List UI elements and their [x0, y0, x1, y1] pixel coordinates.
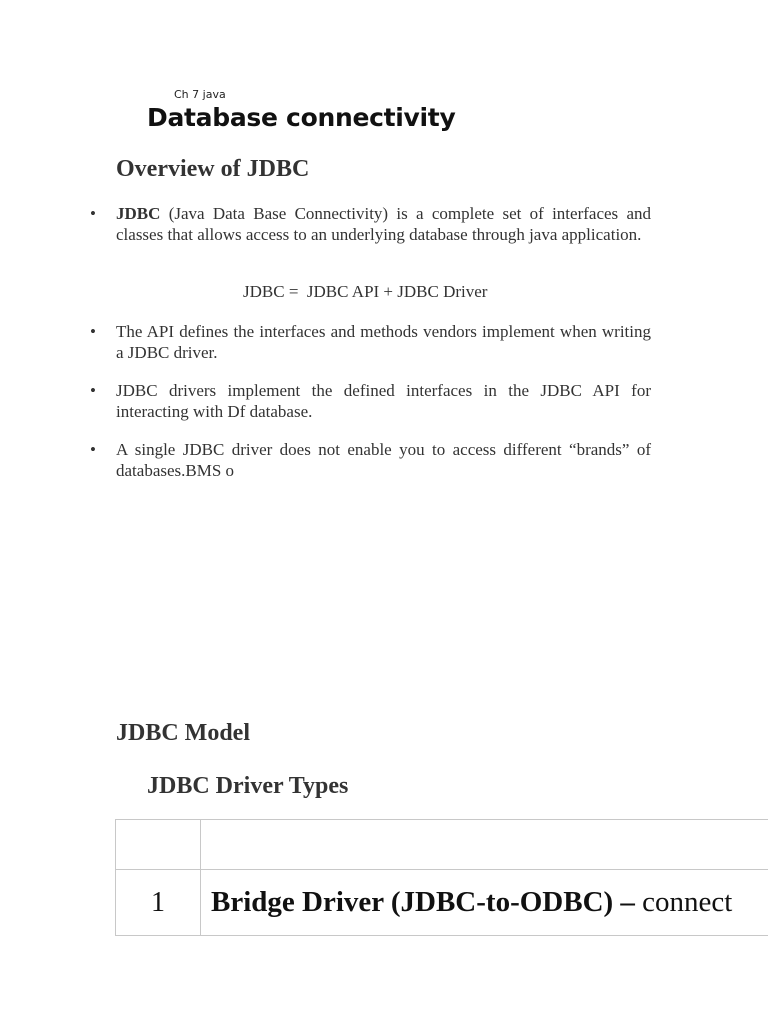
- overview-heading: Overview of JDBC: [116, 156, 310, 182]
- table-cell-number: [116, 820, 201, 870]
- bullet-item: [90, 439, 651, 481]
- bullet-dot: •: [90, 204, 96, 223]
- bullet-dot: •: [90, 440, 96, 459]
- driver-description: connect: [634, 886, 733, 918]
- bullet-bold-term: JDBC: [116, 204, 161, 223]
- table-row: [116, 820, 768, 870]
- driver-types-heading: JDBC Driver Types: [147, 773, 349, 799]
- table-cell-number: 1: [116, 870, 201, 936]
- bullet-item: [90, 321, 651, 363]
- table-row: [116, 870, 768, 936]
- bullet-dot: •: [90, 322, 96, 341]
- table-cell-description: [201, 820, 768, 870]
- page-header: Ch 7 java: [174, 88, 226, 101]
- bullet-item: [90, 203, 651, 245]
- driver-types-table: [115, 819, 768, 936]
- jdbc-model-heading: JDBC Model: [116, 720, 250, 746]
- bullet-item: [90, 380, 651, 422]
- bullet-text: The API defines the interfaces and methods vendors implement when writing a JDBC driver.: [116, 322, 651, 362]
- bullet-text: JDBC drivers implement the defined interfaces in the JDBC API for interacting with Df database.: [116, 381, 651, 421]
- bullet-dot: •: [90, 381, 96, 400]
- jdbc-formula: JDBC = JDBC API + JDBC Driver: [243, 282, 488, 301]
- bullet-text: (Java Data Base Connectivity) is a complete set of interfaces and classes that allows access to an underlying database through java application.: [116, 204, 651, 244]
- document-title: Database connectivity: [147, 103, 456, 132]
- bullet-text: A single JDBC driver does not enable you to access different “brands” of databases.BMS o: [116, 440, 651, 480]
- driver-name: Bridge Driver (JDBC-to-ODBC) –: [211, 886, 635, 918]
- table-cell-description: [201, 870, 768, 936]
